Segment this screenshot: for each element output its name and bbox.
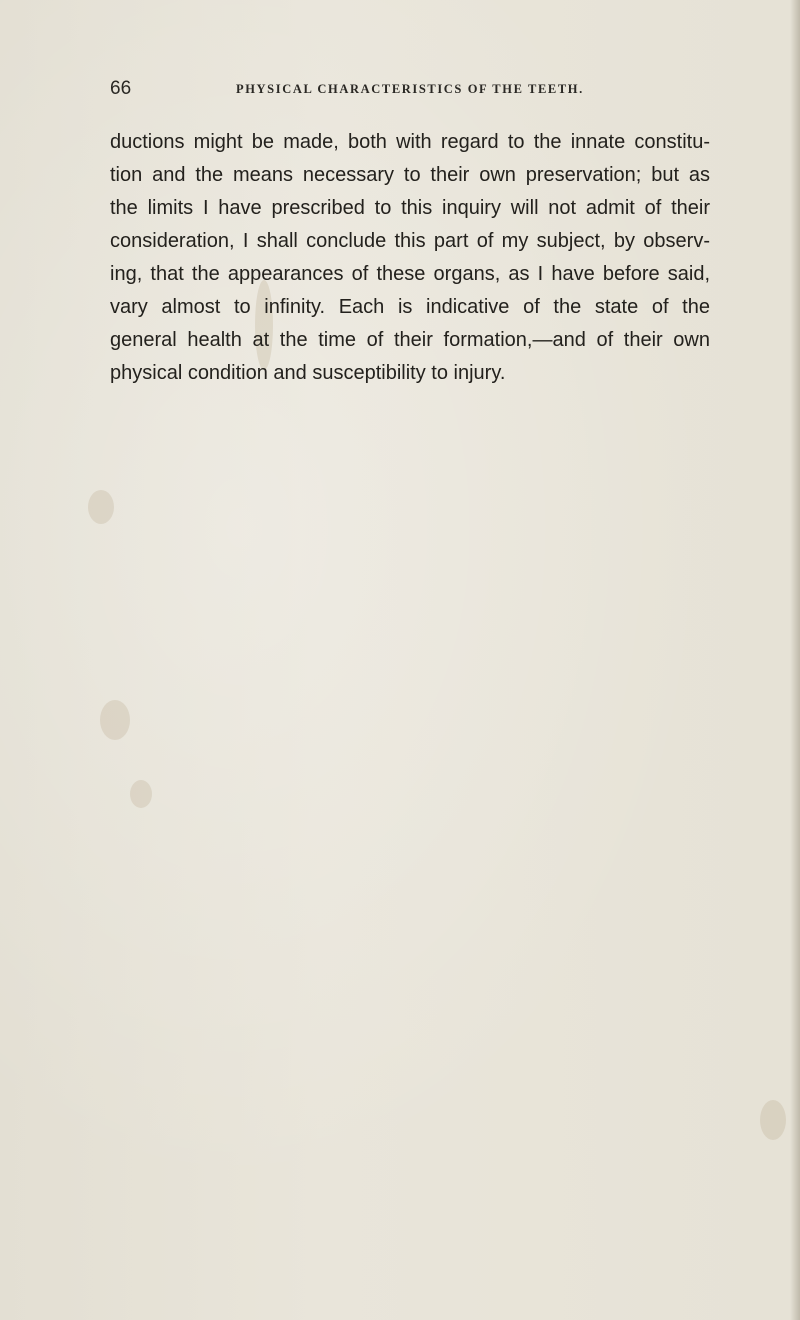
body-text [110, 126, 710, 390]
text-line: ductions might be made, both with regard to the innate constitu- [110, 131, 710, 153]
text-line: tion and the means necessary to their own preservation; but as [110, 164, 710, 186]
page-number: 66 [110, 78, 132, 99]
text-line: physical condition and susceptibility to injury. [110, 362, 506, 384]
text-line: vary almost to infinity. Each is indicative of the state of the [110, 296, 710, 318]
running-head: PHYSICAL CHARACTERISTICS OF THE TEETH. [236, 82, 584, 96]
text-line: ing, that the appearances of these organs, as I have before said, [110, 263, 710, 285]
paper-stain [88, 490, 114, 524]
text-line: general health at the time of their formation,—and of their own [110, 329, 710, 351]
text-line: the limits I have prescribed to this inquiry will not admit of their [110, 197, 710, 219]
page-header [110, 78, 630, 106]
page-edge-shadow [790, 0, 800, 1320]
paper-stain [130, 780, 152, 808]
paper-stain [760, 1100, 786, 1140]
text-line: consideration, I shall conclude this part of my subject, by observ- [110, 230, 710, 252]
paper-stain [100, 700, 130, 740]
